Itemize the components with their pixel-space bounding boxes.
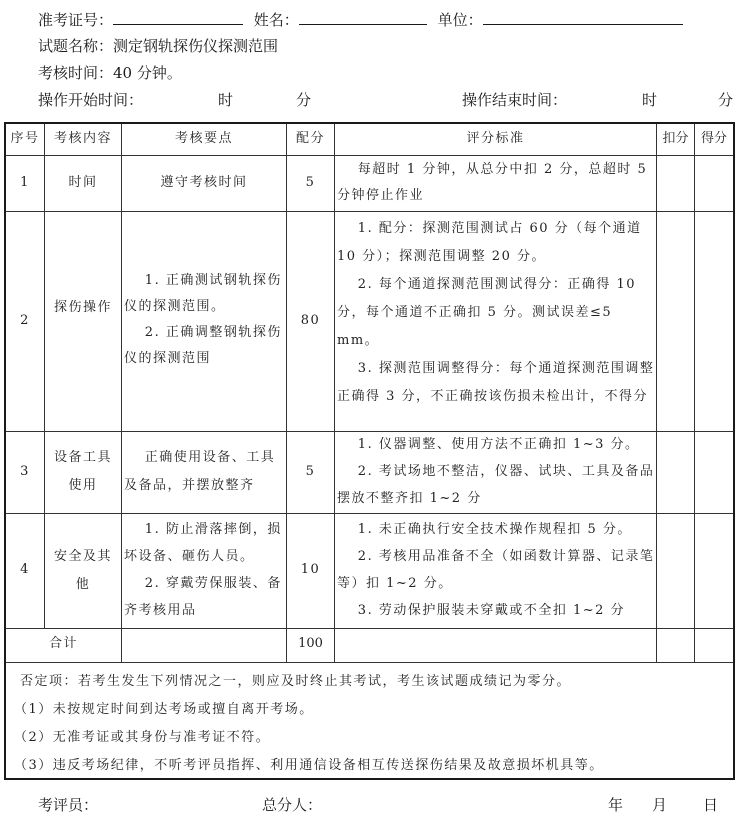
col-divider [334, 124, 335, 662]
row2-no: 2 [20, 313, 30, 328]
row1-score: 5 [305, 175, 316, 190]
exam-title: 试题名称：测定钢轨探伤仪探测范围 [38, 37, 279, 55]
unit-label: 单位： [437, 11, 483, 29]
exam-id-label: 准考证号： [38, 11, 114, 29]
row4-point-item: 2. 穿戴劳保服装、备齐考核用品 [124, 576, 282, 618]
col-divider [694, 124, 695, 662]
month-label: 月 [652, 796, 668, 814]
row2-content: 探伤操作 [53, 300, 112, 315]
col-header-content: 考核内容 [53, 131, 112, 146]
row-divider [6, 211, 733, 212]
exam-duration: 考核时间：40 分钟。 [38, 64, 182, 82]
col-divider [44, 124, 45, 628]
negation-item: （3）违反考场纪律，不听考评员指挥、利用通信设备相互传送探伤结果及故意损坏机具等。 [14, 758, 604, 773]
negation-item: （2）无准考证或其身份与准考证不符。 [14, 730, 271, 745]
row-divider [6, 628, 733, 629]
col-divider [121, 124, 122, 662]
row2-point-item: 2. 正确调整钢轨探伤仪的探测范围 [124, 325, 282, 366]
row2-criteria [337, 215, 655, 411]
total-label: 合计 [48, 636, 78, 651]
end-minute-label: 分 [718, 91, 734, 109]
row4-criteria-item: 1. 未正确执行安全技术操作规程扣 5 分。 [357, 522, 632, 537]
row4-content: 安全及其他 [53, 549, 112, 592]
col-header-score: 配分 [295, 131, 325, 146]
scorer-label: 总分人： [262, 796, 323, 814]
row2-points [124, 268, 284, 372]
row4-criteria [337, 516, 655, 624]
name-label: 姓名： [253, 11, 299, 29]
start-minute-label: 分 [296, 91, 312, 109]
day-label: 日 [703, 796, 719, 814]
col-header-points: 考核要点 [174, 131, 233, 146]
scoring-table [4, 122, 735, 780]
row3-criteria [337, 431, 655, 512]
row3-criteria-item: 1. 仪器调整、使用方法不正确扣 1~3 分。 [357, 437, 640, 452]
name-field[interactable] [299, 10, 427, 25]
year-label: 年 [608, 796, 624, 814]
row4-point-item: 1. 防止滑落摔倒，损坏设备、砸伤人员。 [124, 522, 282, 564]
col-header-criteria: 评分标准 [466, 131, 525, 146]
negation-intro: 否定项：若考生发生下列情况之一，则应及时终止其考试，考生该试题成绩记为零分。 [20, 674, 572, 689]
row1-criteria [337, 157, 655, 209]
row3-point-item: 正确使用设备、工具及备品，并摆放整齐 [124, 450, 276, 493]
row-divider [6, 662, 733, 663]
negation-item: （1）未按规定时间到达考场或擅自离开考场。 [14, 702, 314, 717]
exam-id-line [38, 10, 683, 29]
row-divider [6, 155, 733, 156]
row2-point-item: 1. 正确测试钢轨探伤仪的探测范围。 [124, 273, 282, 314]
unit-field[interactable] [483, 10, 683, 25]
row4-criteria-item: 2. 考核用品准备不全（如函数计算器、记录笔等）扣 1~2 分。 [337, 549, 655, 591]
row4-score: 10 [300, 562, 321, 577]
row2-score: 80 [300, 313, 321, 328]
total-score: 100 [298, 636, 323, 651]
row3-points [124, 444, 284, 500]
row1-points: 遵守考核时间 [160, 175, 248, 190]
row3-no: 3 [20, 464, 30, 479]
row2-criteria-item: 1. 配分：探测范围测试占 60 分（每个通道 10 分）；探测范围调整 20 分。 [337, 221, 642, 264]
row1-criteria-item: 每超时 1 分钟，从总分中扣 2 分，总超时 5 分钟停止作业 [337, 162, 648, 203]
exam-id-field[interactable] [113, 10, 243, 25]
row-divider [6, 513, 733, 514]
row3-content: 设备工具使用 [53, 450, 112, 493]
row4-no: 4 [20, 562, 30, 577]
start-hour-label: 时 [218, 91, 234, 109]
start-time-label: 操作开始时间： [38, 91, 144, 109]
row4-criteria-item: 3. 劳动保护服装未穿戴或不全扣 1~2 分 [357, 603, 626, 618]
row3-score: 5 [305, 464, 316, 479]
examiner-label: 考评员： [38, 796, 99, 814]
row2-criteria-item: 3. 探测范围调整得分：每个通道探测范围调整正确得 3 分，不正确按该伤损未检出计，不得分 [337, 361, 655, 404]
row3-criteria-item: 2. 考试场地不整洁，仪器、试块、工具及备品摆放不整齐扣 1~2 分 [337, 464, 655, 506]
col-header-earned: 得分 [700, 131, 727, 146]
col-header-deduct: 扣分 [662, 131, 689, 146]
end-time-label: 操作结束时间： [462, 91, 568, 109]
row1-content: 时间 [68, 175, 98, 190]
col-header-no: 序号 [10, 131, 40, 146]
row2-criteria-item: 2. 每个通道探测范围测试得分：正确得 10 分，每个通道不正确扣 5 分。测试误差≤5 mm。 [337, 277, 637, 348]
end-hour-label: 时 [642, 91, 658, 109]
col-divider [656, 124, 657, 662]
row1-no: 1 [20, 175, 30, 190]
row4-points [124, 516, 284, 624]
